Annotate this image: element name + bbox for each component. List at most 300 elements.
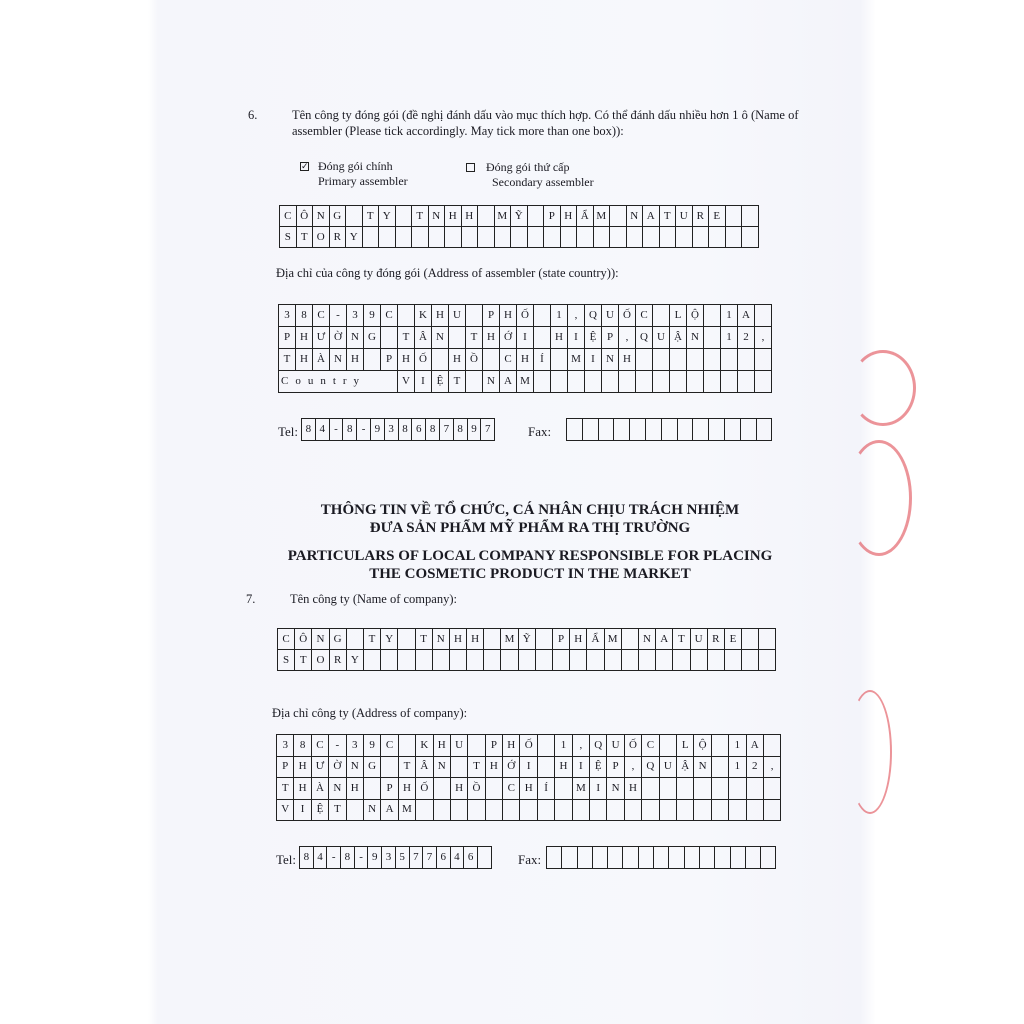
char-box[interactable]: H xyxy=(445,206,462,227)
char-box[interactable]: U xyxy=(676,206,693,227)
char-box[interactable]: U xyxy=(449,305,466,327)
char-box[interactable]: C xyxy=(500,349,517,371)
char-box[interactable]: E xyxy=(725,629,742,650)
char-box[interactable] xyxy=(712,778,729,800)
char-box[interactable] xyxy=(478,847,492,869)
char-box[interactable]: H xyxy=(483,327,500,349)
char-box[interactable]: Ớ xyxy=(500,327,517,349)
char-box[interactable]: 1 xyxy=(551,305,568,327)
char-box[interactable]: 6 xyxy=(437,847,451,869)
char-box[interactable] xyxy=(636,349,653,371)
char-box[interactable]: H xyxy=(347,778,364,800)
char-box[interactable] xyxy=(451,800,468,822)
char-box[interactable]: N xyxy=(329,778,346,800)
char-box[interactable] xyxy=(639,847,654,869)
char-box[interactable]: , xyxy=(764,757,781,779)
secondary-assembler-checkbox[interactable] xyxy=(466,163,475,172)
char-box[interactable]: T xyxy=(412,206,429,227)
char-box[interactable]: H xyxy=(520,778,537,800)
char-box[interactable]: P xyxy=(607,757,624,779)
char-box[interactable]: R xyxy=(330,227,347,248)
char-box[interactable] xyxy=(761,847,776,869)
char-box[interactable] xyxy=(528,206,545,227)
char-box[interactable]: T xyxy=(673,629,690,650)
char-box[interactable]: C xyxy=(280,206,297,227)
char-box[interactable] xyxy=(466,371,483,393)
char-box[interactable]: Ờ xyxy=(330,327,347,349)
char-box[interactable] xyxy=(534,371,551,393)
char-box[interactable]: 3 xyxy=(382,847,396,869)
char-box[interactable] xyxy=(583,419,599,441)
char-box[interactable]: H xyxy=(450,629,467,650)
char-box[interactable] xyxy=(656,650,673,671)
char-box[interactable]: 8 xyxy=(426,419,440,441)
char-box[interactable] xyxy=(673,650,690,671)
char-box[interactable]: M xyxy=(517,371,534,393)
char-box[interactable]: 4 xyxy=(316,419,330,441)
char-box[interactable]: 1 xyxy=(729,735,746,757)
char-box[interactable]: E xyxy=(709,206,726,227)
char-box[interactable] xyxy=(678,419,694,441)
char-box[interactable] xyxy=(746,847,761,869)
char-box[interactable]: Q xyxy=(636,327,653,349)
char-box[interactable] xyxy=(704,305,721,327)
char-box[interactable]: H xyxy=(432,305,449,327)
company-fax-grid[interactable] xyxy=(546,846,776,869)
char-box[interactable]: A xyxy=(643,206,660,227)
char-box[interactable]: Ố xyxy=(416,778,433,800)
char-box[interactable] xyxy=(759,650,776,671)
char-box[interactable]: 8 xyxy=(454,419,468,441)
char-box[interactable] xyxy=(520,800,537,822)
char-box[interactable]: N xyxy=(602,349,619,371)
char-box[interactable] xyxy=(607,800,624,822)
char-box[interactable] xyxy=(677,778,694,800)
char-box[interactable]: T xyxy=(416,629,433,650)
char-box[interactable] xyxy=(562,847,577,869)
char-box[interactable] xyxy=(721,349,738,371)
char-box[interactable]: 9 xyxy=(368,847,382,869)
char-box[interactable]: T xyxy=(279,349,296,371)
char-box[interactable]: 1 xyxy=(721,305,738,327)
char-box[interactable] xyxy=(755,305,772,327)
char-box[interactable]: Y xyxy=(381,629,398,650)
char-box[interactable] xyxy=(610,206,627,227)
char-box[interactable]: N xyxy=(330,349,347,371)
char-box[interactable] xyxy=(585,371,602,393)
char-box[interactable]: N xyxy=(687,327,704,349)
char-box[interactable] xyxy=(614,419,630,441)
char-box[interactable]: C xyxy=(636,305,653,327)
char-box[interactable]: , xyxy=(755,327,772,349)
char-box[interactable] xyxy=(725,650,742,671)
char-box[interactable]: Ố xyxy=(619,305,636,327)
char-box[interactable] xyxy=(555,778,572,800)
char-box[interactable] xyxy=(478,206,495,227)
char-box[interactable]: Ệ xyxy=(312,800,329,822)
char-box[interactable]: I xyxy=(590,778,607,800)
char-box[interactable]: Ệ xyxy=(585,327,602,349)
char-box[interactable] xyxy=(755,371,772,393)
char-box[interactable] xyxy=(538,757,555,779)
char-box[interactable] xyxy=(379,227,396,248)
char-box[interactable] xyxy=(738,371,755,393)
char-box[interactable]: N xyxy=(429,206,446,227)
char-box[interactable]: M xyxy=(568,349,585,371)
char-box[interactable] xyxy=(519,650,536,671)
char-box[interactable]: H xyxy=(296,349,313,371)
char-box[interactable] xyxy=(396,227,413,248)
char-box[interactable]: M xyxy=(594,206,611,227)
char-box[interactable]: U xyxy=(660,757,677,779)
char-box[interactable]: 1 xyxy=(729,757,746,779)
char-box[interactable] xyxy=(602,371,619,393)
char-box[interactable]: K xyxy=(416,735,433,757)
char-box[interactable] xyxy=(587,650,604,671)
char-box[interactable] xyxy=(725,419,741,441)
char-box[interactable]: Y xyxy=(379,206,396,227)
char-box[interactable]: - xyxy=(355,847,369,869)
char-box[interactable] xyxy=(429,227,446,248)
char-box[interactable] xyxy=(551,371,568,393)
char-box[interactable]: - xyxy=(329,735,346,757)
char-box[interactable]: H xyxy=(294,778,311,800)
char-box[interactable]: 6 xyxy=(464,847,478,869)
char-box[interactable] xyxy=(398,629,415,650)
char-box[interactable]: Ô xyxy=(297,206,314,227)
char-box[interactable] xyxy=(646,419,662,441)
primary-assembler-checkbox[interactable]: ✓ xyxy=(301,161,309,171)
char-box[interactable]: 4 xyxy=(451,847,465,869)
char-box[interactable]: 8 xyxy=(343,419,357,441)
char-box[interactable] xyxy=(712,800,729,822)
char-box[interactable]: H xyxy=(467,629,484,650)
char-box[interactable] xyxy=(742,629,759,650)
char-box[interactable] xyxy=(764,800,781,822)
char-box[interactable] xyxy=(553,650,570,671)
char-box[interactable] xyxy=(709,419,725,441)
char-box[interactable] xyxy=(726,206,743,227)
char-box[interactable] xyxy=(654,847,669,869)
char-box[interactable]: C xyxy=(642,735,659,757)
char-box[interactable] xyxy=(416,800,433,822)
char-box[interactable]: M xyxy=(573,778,590,800)
char-box[interactable] xyxy=(432,349,449,371)
char-box[interactable] xyxy=(495,227,512,248)
char-box[interactable] xyxy=(534,305,551,327)
char-box[interactable] xyxy=(486,778,503,800)
char-box[interactable] xyxy=(462,227,479,248)
char-box[interactable] xyxy=(676,227,693,248)
assembler-tel-grid[interactable] xyxy=(301,418,495,441)
assembler-address-grid[interactable] xyxy=(278,304,772,393)
char-box[interactable] xyxy=(627,227,644,248)
char-box[interactable]: I xyxy=(520,757,537,779)
char-box[interactable]: 8 xyxy=(341,847,355,869)
char-box[interactable]: N xyxy=(347,757,364,779)
char-box[interactable] xyxy=(568,371,585,393)
char-box[interactable]: A xyxy=(381,800,398,822)
char-box[interactable]: Â xyxy=(415,327,432,349)
char-box[interactable]: A xyxy=(747,735,764,757)
char-box[interactable] xyxy=(573,800,590,822)
char-box[interactable]: 8 xyxy=(296,305,313,327)
char-box[interactable] xyxy=(636,371,653,393)
char-box[interactable]: A xyxy=(656,629,673,650)
char-box[interactable]: , xyxy=(619,327,636,349)
char-box[interactable]: - xyxy=(357,419,371,441)
char-box[interactable]: I xyxy=(568,327,585,349)
char-box[interactable] xyxy=(503,800,520,822)
char-box[interactable] xyxy=(704,371,721,393)
char-box[interactable] xyxy=(757,419,773,441)
char-box[interactable] xyxy=(741,419,757,441)
char-box[interactable]: T xyxy=(277,778,294,800)
char-box[interactable] xyxy=(536,629,553,650)
char-box[interactable] xyxy=(593,847,608,869)
char-box[interactable] xyxy=(715,847,730,869)
char-box[interactable] xyxy=(398,650,415,671)
char-box[interactable]: 5 xyxy=(396,847,410,869)
char-box[interactable] xyxy=(700,847,715,869)
char-box[interactable] xyxy=(694,778,711,800)
char-box[interactable] xyxy=(347,629,364,650)
char-box[interactable]: N xyxy=(347,327,364,349)
char-box[interactable]: C xyxy=(313,305,330,327)
char-box[interactable] xyxy=(381,650,398,671)
char-box[interactable]: - xyxy=(330,419,344,441)
char-box[interactable]: S xyxy=(280,227,297,248)
char-box[interactable]: - xyxy=(327,847,341,869)
assembler-name-grid[interactable] xyxy=(279,205,759,248)
char-box[interactable] xyxy=(555,800,572,822)
char-box[interactable]: I xyxy=(585,349,602,371)
char-box[interactable] xyxy=(364,349,381,371)
char-box[interactable]: Í xyxy=(538,778,555,800)
char-box[interactable]: 7 xyxy=(423,847,437,869)
char-box[interactable] xyxy=(577,227,594,248)
char-box[interactable]: À xyxy=(312,778,329,800)
char-box[interactable] xyxy=(486,800,503,822)
char-box[interactable]: C xyxy=(503,778,520,800)
char-box[interactable] xyxy=(622,629,639,650)
char-box[interactable]: U xyxy=(653,327,670,349)
char-box[interactable]: H xyxy=(555,757,572,779)
char-box[interactable] xyxy=(511,227,528,248)
char-box[interactable] xyxy=(478,227,495,248)
char-box[interactable]: T xyxy=(468,757,485,779)
char-box[interactable] xyxy=(625,800,642,822)
char-box[interactable]: 2 xyxy=(747,757,764,779)
char-box[interactable] xyxy=(466,305,483,327)
char-box[interactable] xyxy=(643,227,660,248)
char-box[interactable] xyxy=(662,419,678,441)
company-name-grid[interactable] xyxy=(277,628,776,671)
char-box[interactable]: U xyxy=(451,735,468,757)
char-box[interactable]: N xyxy=(607,778,624,800)
char-box[interactable]: R xyxy=(330,650,347,671)
char-box[interactable] xyxy=(538,800,555,822)
char-box[interactable] xyxy=(712,735,729,757)
char-box[interactable]: Ố xyxy=(517,305,534,327)
char-box[interactable]: H xyxy=(570,629,587,650)
char-box[interactable] xyxy=(468,735,485,757)
char-box[interactable] xyxy=(561,227,578,248)
char-box[interactable] xyxy=(467,650,484,671)
char-box[interactable]: Ồ xyxy=(468,778,485,800)
char-box[interactable] xyxy=(704,349,721,371)
char-box[interactable]: 3 xyxy=(277,735,294,757)
char-box[interactable]: 2 xyxy=(738,327,755,349)
char-box[interactable] xyxy=(610,227,627,248)
char-box[interactable] xyxy=(742,227,759,248)
char-box[interactable]: T xyxy=(449,371,466,393)
char-box[interactable]: I xyxy=(415,371,432,393)
char-box[interactable]: H xyxy=(398,349,415,371)
char-box[interactable]: 1 xyxy=(555,735,572,757)
char-box[interactable]: Ộ xyxy=(687,305,704,327)
char-box[interactable]: C xyxy=(278,629,295,650)
char-box[interactable]: 9 xyxy=(468,419,482,441)
char-box[interactable] xyxy=(570,650,587,671)
char-box[interactable] xyxy=(630,419,646,441)
char-box[interactable]: P xyxy=(483,305,500,327)
char-box[interactable] xyxy=(660,800,677,822)
char-box[interactable]: 7 xyxy=(481,419,495,441)
char-box[interactable] xyxy=(536,650,553,671)
char-box[interactable] xyxy=(363,227,380,248)
char-box[interactable]: H xyxy=(561,206,578,227)
char-box[interactable]: P xyxy=(486,735,503,757)
char-box[interactable]: U xyxy=(691,629,708,650)
char-box[interactable] xyxy=(742,206,759,227)
char-box[interactable] xyxy=(605,650,622,671)
char-box[interactable] xyxy=(412,227,429,248)
char-box[interactable]: S xyxy=(278,650,295,671)
company-tel-grid[interactable] xyxy=(299,846,492,869)
char-box[interactable]: H xyxy=(462,206,479,227)
char-box[interactable] xyxy=(653,349,670,371)
char-box[interactable]: , xyxy=(625,757,642,779)
char-box[interactable]: I xyxy=(517,327,534,349)
char-box[interactable]: H xyxy=(347,349,364,371)
char-box[interactable]: H xyxy=(486,757,503,779)
char-box[interactable]: G xyxy=(330,629,347,650)
char-box[interactable] xyxy=(653,371,670,393)
char-box[interactable] xyxy=(434,800,451,822)
char-box[interactable]: N xyxy=(483,371,500,393)
char-box[interactable]: 6 xyxy=(412,419,426,441)
char-box[interactable]: H xyxy=(434,735,451,757)
char-box[interactable] xyxy=(660,227,677,248)
char-box[interactable]: , xyxy=(573,735,590,757)
char-box[interactable]: I xyxy=(294,800,311,822)
char-box[interactable]: Q xyxy=(642,757,659,779)
char-box[interactable]: M xyxy=(501,629,518,650)
char-box[interactable]: A xyxy=(500,371,517,393)
char-box[interactable]: 3 xyxy=(385,419,399,441)
char-box[interactable] xyxy=(416,650,433,671)
char-box[interactable] xyxy=(670,371,687,393)
char-box[interactable] xyxy=(677,800,694,822)
char-box[interactable]: M xyxy=(605,629,622,650)
char-box[interactable] xyxy=(729,778,746,800)
char-box[interactable]: Ậ xyxy=(677,757,694,779)
char-box[interactable] xyxy=(764,735,781,757)
char-box[interactable]: T xyxy=(398,327,415,349)
char-box[interactable]: L xyxy=(670,305,687,327)
char-box[interactable]: 3 xyxy=(279,305,296,327)
char-box[interactable]: Y xyxy=(347,650,364,671)
char-box[interactable] xyxy=(528,227,545,248)
char-box[interactable] xyxy=(687,349,704,371)
char-box[interactable] xyxy=(599,419,615,441)
char-box[interactable] xyxy=(642,778,659,800)
char-box[interactable]: N xyxy=(434,757,451,779)
char-box[interactable]: Ớ xyxy=(503,757,520,779)
char-box[interactable] xyxy=(653,305,670,327)
char-box[interactable] xyxy=(660,778,677,800)
char-box[interactable] xyxy=(433,650,450,671)
char-box[interactable]: A xyxy=(738,305,755,327)
char-box[interactable]: , xyxy=(568,305,585,327)
char-box[interactable]: Â xyxy=(416,757,433,779)
char-box[interactable] xyxy=(468,800,485,822)
char-box[interactable]: Ố xyxy=(415,349,432,371)
char-box[interactable] xyxy=(381,757,398,779)
char-box[interactable]: T xyxy=(399,757,416,779)
char-box[interactable]: T xyxy=(297,227,314,248)
char-box[interactable]: P xyxy=(277,757,294,779)
char-box[interactable]: H xyxy=(296,327,313,349)
char-box[interactable]: Ệ xyxy=(432,371,449,393)
char-box[interactable]: O xyxy=(313,227,330,248)
char-box[interactable] xyxy=(484,629,501,650)
char-box[interactable]: Ỹ xyxy=(519,629,536,650)
char-box[interactable]: O xyxy=(312,650,329,671)
char-box[interactable]: Ồ xyxy=(466,349,483,371)
char-box[interactable]: Ệ xyxy=(590,757,607,779)
char-box[interactable] xyxy=(622,650,639,671)
char-box[interactable] xyxy=(623,847,638,869)
char-box[interactable]: 7 xyxy=(410,847,424,869)
char-box[interactable]: Q xyxy=(590,735,607,757)
char-box[interactable]: U xyxy=(607,735,624,757)
char-box[interactable]: V xyxy=(277,800,294,822)
char-box[interactable] xyxy=(669,847,684,869)
char-box[interactable] xyxy=(755,349,772,371)
char-box[interactable]: Ố xyxy=(520,735,537,757)
char-box[interactable]: 9 xyxy=(364,735,381,757)
char-box[interactable]: Ư xyxy=(313,327,330,349)
char-box[interactable] xyxy=(538,735,555,757)
char-box[interactable] xyxy=(691,650,708,671)
char-box[interactable]: H xyxy=(449,349,466,371)
char-box[interactable] xyxy=(484,650,501,671)
char-box[interactable] xyxy=(544,227,561,248)
char-box[interactable] xyxy=(642,800,659,822)
char-box[interactable]: 1 xyxy=(721,327,738,349)
char-box[interactable]: Ư xyxy=(312,757,329,779)
char-box[interactable]: H xyxy=(500,305,517,327)
char-box[interactable]: T xyxy=(466,327,483,349)
char-box[interactable]: I xyxy=(573,757,590,779)
char-box[interactable]: Í xyxy=(534,349,551,371)
char-box[interactable] xyxy=(396,206,413,227)
char-box[interactable]: G xyxy=(330,206,347,227)
char-box[interactable]: Ờ xyxy=(329,757,346,779)
char-box[interactable]: P xyxy=(602,327,619,349)
